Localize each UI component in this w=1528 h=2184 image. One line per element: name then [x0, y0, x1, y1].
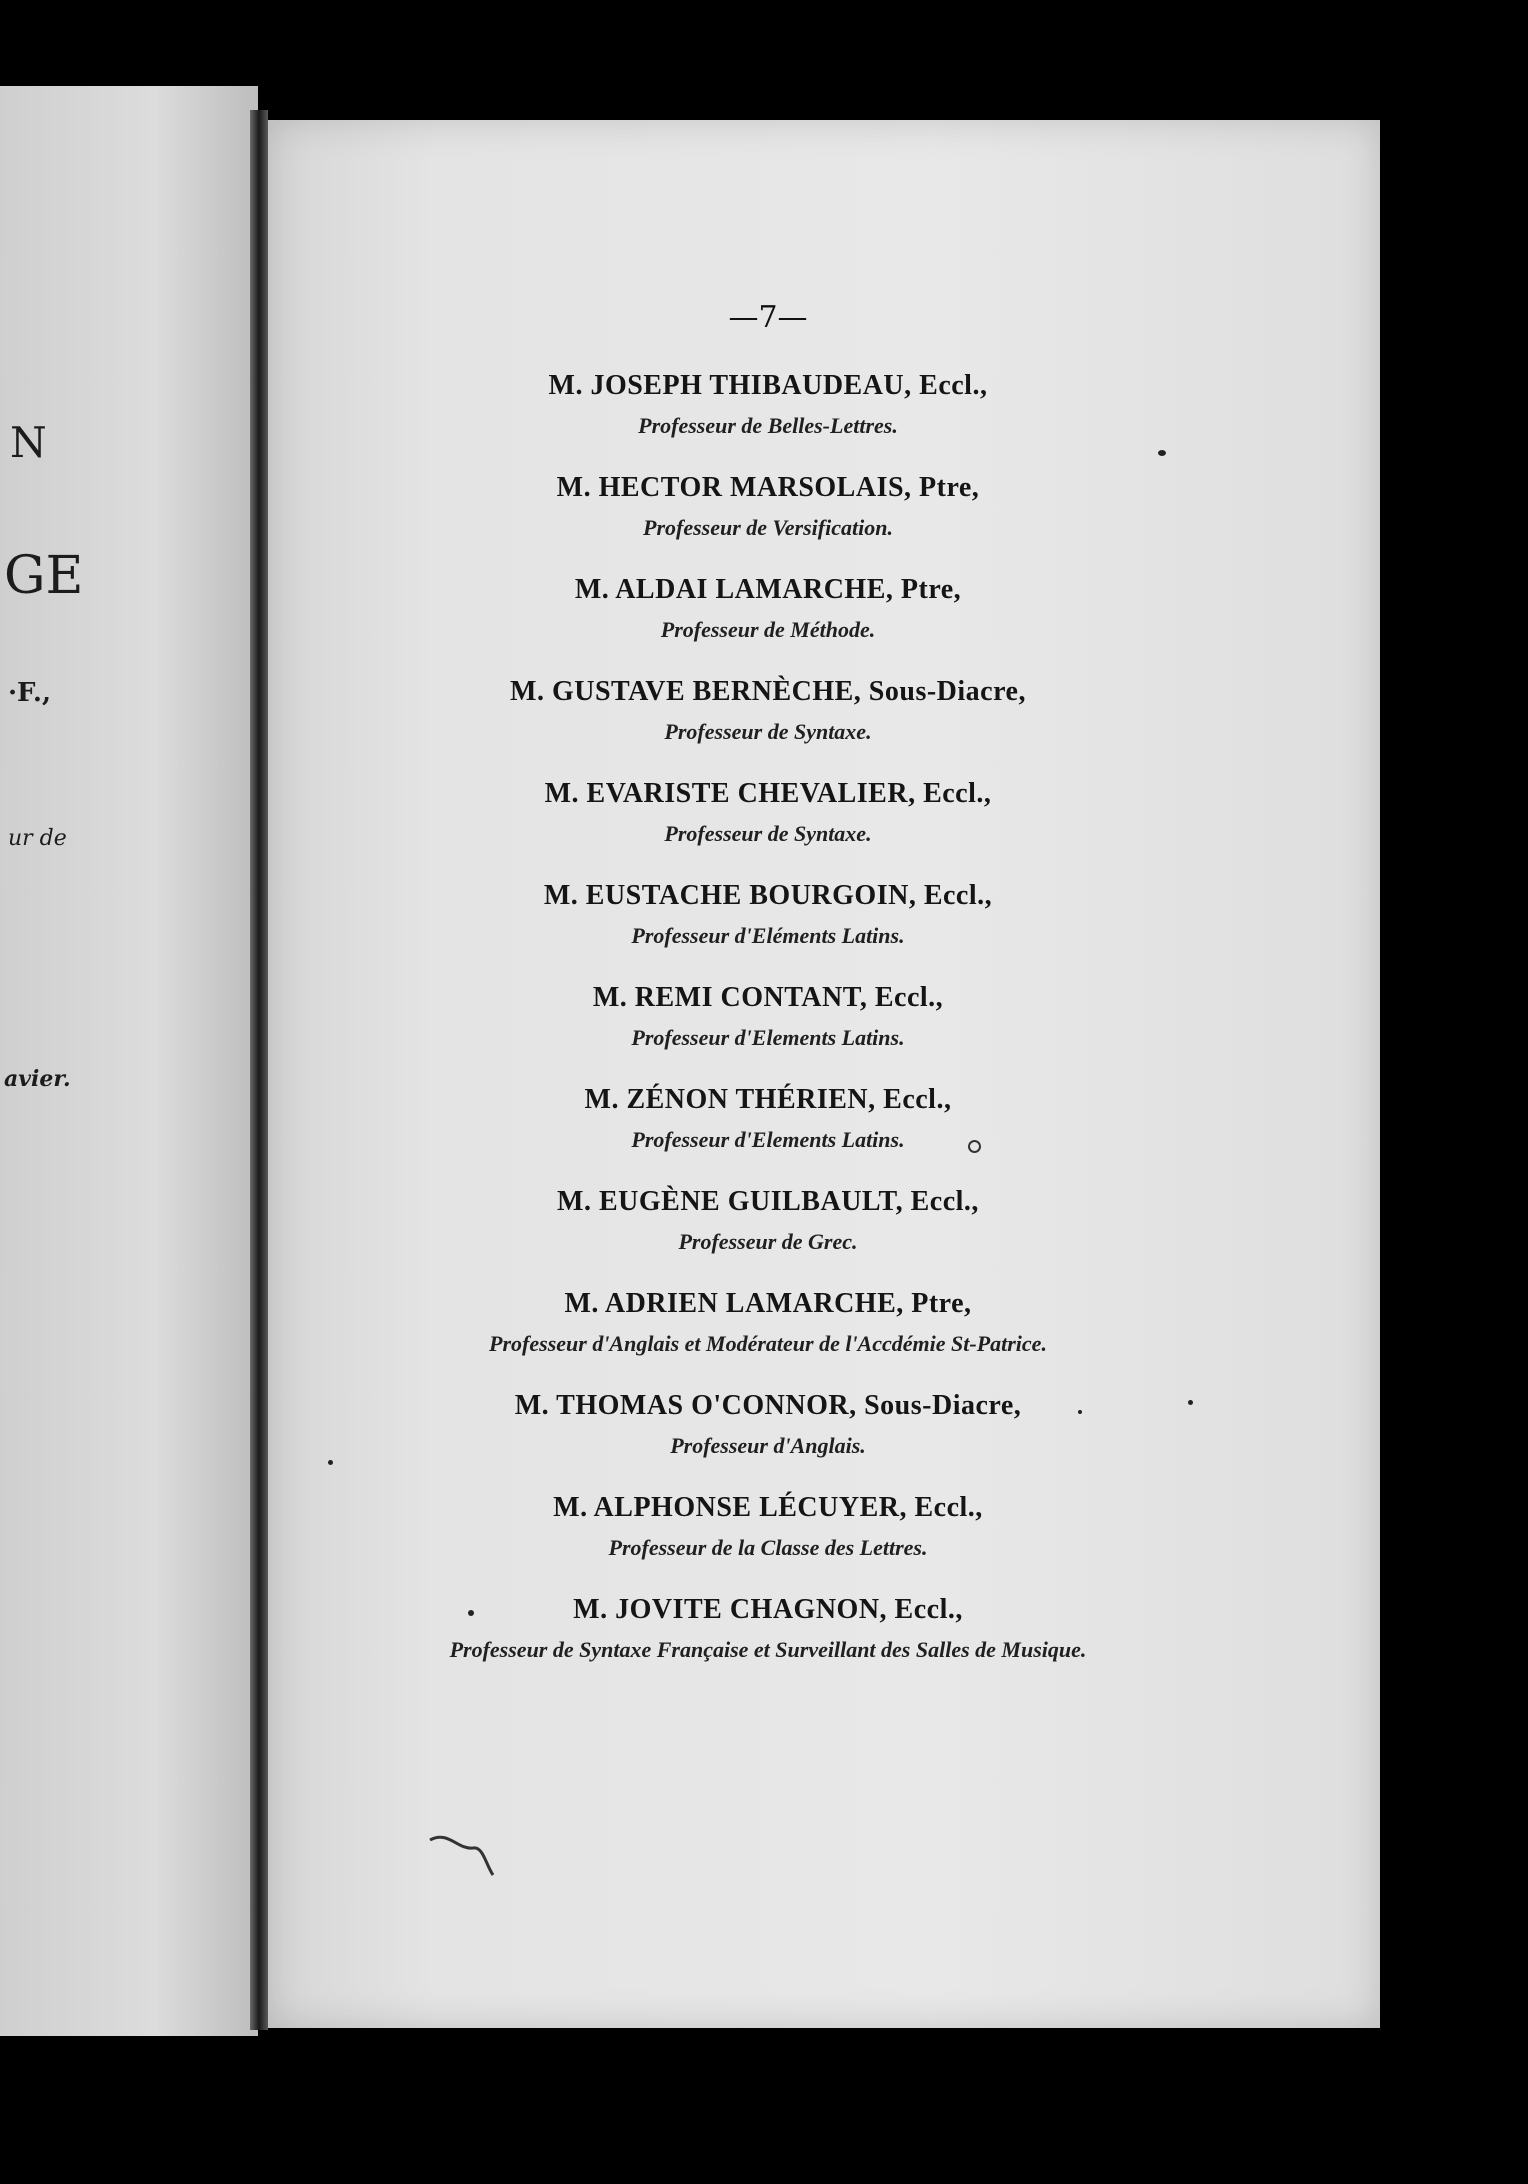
person-role: Professeur d'Elements Latins.	[631, 1127, 905, 1152]
list-item	[268, 672, 1268, 774]
ink-speck	[1188, 1400, 1193, 1405]
ink-speck	[468, 1610, 474, 1616]
person-name: M. EUSTACHE BOURGOIN, Eccl.,	[543, 880, 993, 911]
left-fragment-2: GE	[4, 546, 84, 606]
person-name: M. ZÉNON THÉRIEN, Eccl.,	[584, 1084, 952, 1115]
list-item	[268, 1284, 1268, 1386]
page-7	[268, 120, 1380, 2028]
list-item	[268, 570, 1268, 672]
book-spine	[250, 110, 268, 2030]
previous-page-fragment	[0, 86, 258, 2036]
list-item	[268, 366, 1268, 468]
ink-scribble	[428, 1820, 508, 1890]
page-number: —7—	[728, 300, 808, 335]
ink-speck	[968, 1140, 981, 1153]
person-role: Professeur d'Anglais et Modérateur de l'Accdémie St-Patrice.	[489, 1331, 1047, 1356]
person-role: Professeur de Syntaxe.	[664, 821, 872, 846]
person-role: Professeur de Syntaxe.	[664, 719, 872, 744]
person-role: Professeur de la Classe des Lettres.	[608, 1535, 928, 1560]
list-item	[268, 1080, 1268, 1182]
list-item	[268, 1386, 1268, 1488]
person-role: Professeur de Versification.	[643, 515, 893, 540]
person-role: Professeur d'Anglais.	[670, 1433, 866, 1458]
ink-speck	[1158, 450, 1166, 456]
person-role: Professeur d'Elements Latins.	[631, 1025, 905, 1050]
person-name: M. HECTOR MARSOLAIS, Ptre,	[556, 472, 980, 503]
list-item	[268, 1488, 1268, 1590]
person-name: M. EVARISTE CHEVALIER, Eccl.,	[544, 778, 992, 809]
list-item	[268, 876, 1268, 978]
person-name: M. EUGÈNE GUILBAULT, Eccl.,	[557, 1186, 979, 1217]
list-item	[268, 468, 1268, 570]
person-name: M. REMI CONTANT, Eccl.,	[592, 982, 944, 1013]
person-name: M. ALDAI LAMARCHE, Ptre,	[574, 574, 962, 605]
person-role: Professeur de Belles-Lettres.	[638, 413, 898, 438]
list-item	[268, 978, 1268, 1080]
left-fragment-3: ·F.,	[8, 678, 51, 708]
left-fragment-4: ur de	[8, 826, 67, 851]
person-name: M. ALPHONSE LÉCUYER, Eccl.,	[553, 1492, 983, 1523]
left-fragment-5: avier.	[4, 1066, 71, 1092]
person-name: M. ADRIEN LAMARCHE, Ptre,	[564, 1288, 972, 1319]
person-role: Professeur de Méthode.	[660, 617, 876, 642]
ink-speck	[1078, 1410, 1082, 1414]
left-fragment-1: N	[10, 418, 47, 467]
faculty-list	[268, 366, 1268, 1692]
list-item	[268, 1182, 1268, 1284]
person-name: M. JOVITE CHAGNON, Eccl.,	[573, 1594, 963, 1625]
person-role: Professeur de Grec.	[678, 1229, 858, 1254]
person-name: M. JOSEPH THIBAUDEAU, Eccl.,	[548, 370, 988, 401]
person-name: M. GUSTAVE BERNÈCHE, Sous-Diacre,	[510, 676, 1026, 707]
person-role: Professeur de Syntaxe Française et Surveillant des Salles de Musique.	[449, 1637, 1087, 1662]
ink-speck	[328, 1460, 333, 1465]
person-name: M. THOMAS O'CONNOR, Sous-Diacre,	[514, 1390, 1022, 1421]
list-item	[268, 1590, 1268, 1692]
person-role: Professeur d'Eléments Latins.	[631, 923, 905, 948]
list-item	[268, 774, 1268, 876]
